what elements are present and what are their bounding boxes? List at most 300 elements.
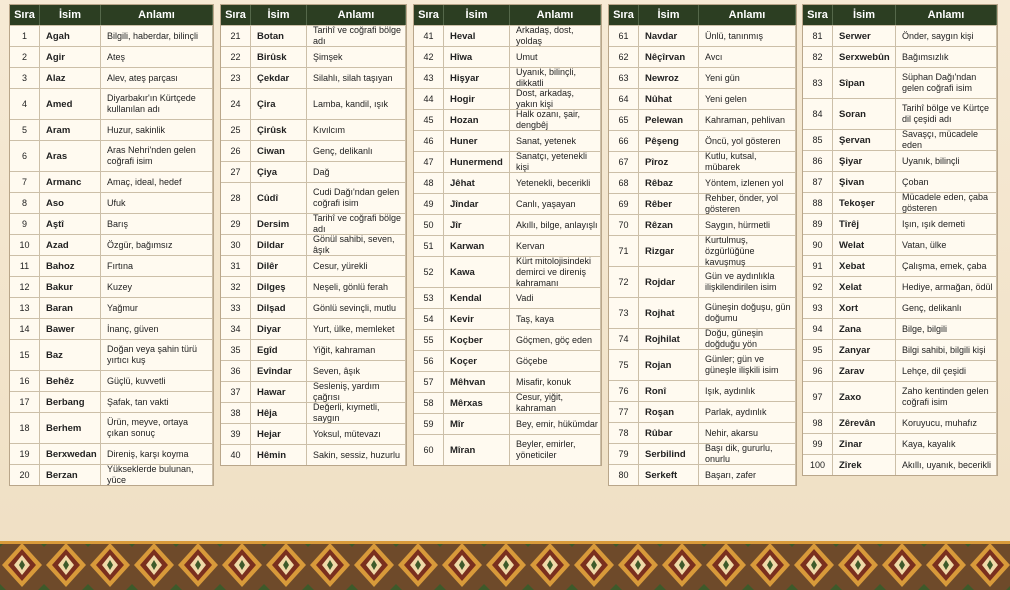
table-row bbox=[414, 25, 601, 46]
row-number: 75 bbox=[609, 350, 639, 380]
meaning-cell: Yiğit, kahraman bbox=[307, 340, 406, 360]
name-cell: Pelewan bbox=[639, 110, 699, 130]
name-cell: Mêrxas bbox=[444, 393, 510, 413]
table-row bbox=[803, 25, 997, 46]
row-number: 49 bbox=[414, 194, 444, 214]
header-meaning: Anlamı bbox=[896, 5, 997, 25]
table-row bbox=[10, 171, 213, 192]
meaning-cell: Zaho kentinden gelen coğrafi isim bbox=[896, 382, 997, 412]
table-row bbox=[221, 119, 406, 140]
row-number: 1 bbox=[10, 26, 40, 46]
name-cell: Kevir bbox=[444, 309, 510, 329]
row-number: 72 bbox=[609, 267, 639, 297]
row-number: 38 bbox=[221, 403, 251, 423]
name-cell: Rojhilat bbox=[639, 329, 699, 349]
table-row bbox=[609, 25, 796, 46]
name-cell: Navdar bbox=[639, 26, 699, 46]
meaning-cell: Kurtulmuş, özgürlüğüne kavuşmuş bbox=[699, 236, 796, 266]
row-number: 3 bbox=[10, 68, 40, 88]
table-row bbox=[414, 172, 601, 193]
name-cell: Bawer bbox=[40, 319, 101, 339]
table-row bbox=[803, 454, 997, 475]
row-number: 63 bbox=[609, 68, 639, 88]
table-row bbox=[221, 255, 406, 276]
row-number: 28 bbox=[221, 183, 251, 213]
meaning-cell: Lamba, kandil, ışık bbox=[307, 89, 406, 119]
row-number: 69 bbox=[609, 194, 639, 214]
row-number: 58 bbox=[414, 393, 444, 413]
name-cell: Pêşeng bbox=[639, 131, 699, 151]
meaning-cell: Güneşin doğuşu, gün doğumu bbox=[699, 298, 796, 328]
meaning-cell: Saygın, hürmetli bbox=[699, 215, 796, 235]
name-cell: Hêja bbox=[251, 403, 307, 423]
row-number: 86 bbox=[803, 151, 833, 171]
name-cell: Rûbar bbox=[639, 423, 699, 443]
meaning-cell: Direniş, karşı koyma bbox=[101, 444, 213, 464]
name-cell: Hunermend bbox=[444, 152, 510, 172]
table-row bbox=[609, 151, 796, 172]
meaning-cell: Bilge, bilgili bbox=[896, 319, 997, 339]
meaning-cell: Ufuk bbox=[101, 193, 213, 213]
table-row bbox=[803, 339, 997, 360]
header-no: Sıra bbox=[221, 5, 251, 25]
name-cell: Alaz bbox=[40, 68, 101, 88]
row-number: 71 bbox=[609, 236, 639, 266]
meaning-cell: Süphan Dağı'ndan gelen coğrafi isim bbox=[896, 68, 997, 98]
table-row bbox=[10, 318, 213, 339]
meaning-cell: Yoksul, mütevazı bbox=[307, 424, 406, 444]
row-number: 64 bbox=[609, 89, 639, 109]
row-number: 90 bbox=[803, 235, 833, 255]
row-number: 85 bbox=[803, 130, 833, 150]
row-number: 53 bbox=[414, 288, 444, 308]
name-cell: Diyar bbox=[251, 319, 307, 339]
table-row bbox=[609, 422, 796, 443]
row-number: 2 bbox=[10, 47, 40, 67]
meaning-cell: Başarı, zafer bbox=[699, 465, 796, 485]
name-cell: Kawa bbox=[444, 257, 510, 287]
name-cell: Çekdar bbox=[251, 68, 307, 88]
name-cell: Rojan bbox=[639, 350, 699, 380]
meaning-cell: Amaç, ideal, hedef bbox=[101, 172, 213, 192]
table-row bbox=[414, 46, 601, 67]
table-row bbox=[414, 434, 601, 465]
name-cell: Pîroz bbox=[639, 152, 699, 172]
row-number: 14 bbox=[10, 319, 40, 339]
meaning-cell: Ürün, meyve, ortaya çıkan sonuç bbox=[101, 413, 213, 443]
table-row bbox=[414, 235, 601, 256]
table-row bbox=[221, 297, 406, 318]
row-number: 36 bbox=[221, 361, 251, 381]
row-number: 11 bbox=[10, 256, 40, 276]
meaning-cell: Başı dik, gururlu, onurlu bbox=[699, 444, 796, 464]
row-number: 89 bbox=[803, 214, 833, 234]
table-row bbox=[414, 130, 601, 151]
meaning-cell: Tarihî bölge ve Kürtçe dil çeşidi adı bbox=[896, 99, 997, 129]
table-row bbox=[803, 129, 997, 150]
header-name: İsim bbox=[40, 5, 101, 25]
meaning-cell: Güçlü, kuvvetli bbox=[101, 371, 213, 391]
table-row bbox=[10, 391, 213, 412]
meaning-cell: İnanç, güven bbox=[101, 319, 213, 339]
row-number: 26 bbox=[221, 141, 251, 161]
meaning-cell: Doğu, güneşin doğduğu yön bbox=[699, 329, 796, 349]
table-row bbox=[10, 339, 213, 370]
meaning-cell: Aras Nehri'nden gelen coğrafi isim bbox=[101, 141, 213, 171]
meaning-cell: Koruyucu, muhafız bbox=[896, 413, 997, 433]
table-row bbox=[221, 67, 406, 88]
row-number: 70 bbox=[609, 215, 639, 235]
name-cell: Şiyar bbox=[833, 151, 896, 171]
header-name: İsim bbox=[833, 5, 896, 25]
table-row bbox=[609, 193, 796, 214]
table-row bbox=[414, 88, 601, 109]
table-row bbox=[609, 214, 796, 235]
table-row bbox=[221, 423, 406, 444]
row-number: 20 bbox=[10, 465, 40, 485]
table-row bbox=[10, 234, 213, 255]
name-cell: Serwer bbox=[833, 26, 896, 46]
meaning-cell: Değerli, kıymetli, saygın bbox=[307, 403, 406, 423]
header-no: Sıra bbox=[414, 5, 444, 25]
row-number: 41 bbox=[414, 26, 444, 46]
table-row bbox=[609, 297, 796, 328]
row-number: 96 bbox=[803, 361, 833, 381]
row-number: 9 bbox=[10, 214, 40, 234]
row-number: 59 bbox=[414, 414, 444, 434]
row-number: 43 bbox=[414, 68, 444, 88]
name-cell: Berhem bbox=[40, 413, 101, 443]
table-row bbox=[10, 192, 213, 213]
meaning-cell: Öncü, yol gösteren bbox=[699, 131, 796, 151]
name-cell: Rêbaz bbox=[639, 173, 699, 193]
meaning-cell: Gün ve aydınlıkla ilişkilendirilen isim bbox=[699, 267, 796, 297]
name-cell: Heval bbox=[444, 26, 510, 46]
table-row bbox=[609, 464, 796, 485]
table-row bbox=[609, 172, 796, 193]
meaning-cell: Şimşek bbox=[307, 47, 406, 67]
meaning-cell: Parlak, aydınlık bbox=[699, 402, 796, 422]
meaning-cell: Mücadele eden, çaba gösteren bbox=[896, 193, 997, 213]
row-number: 62 bbox=[609, 47, 639, 67]
table-row bbox=[10, 119, 213, 140]
table-row bbox=[803, 67, 997, 98]
name-cell: Berzan bbox=[40, 465, 101, 485]
name-cell: Hawar bbox=[251, 382, 307, 402]
row-number: 65 bbox=[609, 110, 639, 130]
table-row bbox=[803, 276, 997, 297]
table-row bbox=[221, 46, 406, 67]
table-row bbox=[414, 413, 601, 434]
table-row bbox=[803, 234, 997, 255]
meaning-cell: Rehber, önder, yol gösteren bbox=[699, 194, 796, 214]
row-number: 83 bbox=[803, 68, 833, 98]
table-row bbox=[414, 256, 601, 287]
row-number: 10 bbox=[10, 235, 40, 255]
table-row bbox=[609, 46, 796, 67]
meaning-cell: Tarihî ve coğrafi bölge adı bbox=[307, 26, 406, 46]
name-cell: Serkeft bbox=[639, 465, 699, 485]
name-cell: Zêrevân bbox=[833, 413, 896, 433]
name-cell: Koçer bbox=[444, 351, 510, 371]
name-cell: Dilgeş bbox=[251, 277, 307, 297]
meaning-cell: Yetenekli, becerikli bbox=[510, 173, 601, 193]
meaning-cell: Akıllı, bilge, anlayışlı bbox=[510, 215, 601, 235]
row-number: 57 bbox=[414, 372, 444, 392]
name-cell: Dildar bbox=[251, 235, 307, 255]
table-row bbox=[803, 98, 997, 129]
meaning-cell: Kürt mitolojisindeki demirci ve direniş kahramanı bbox=[510, 257, 601, 287]
row-number: 92 bbox=[803, 277, 833, 297]
name-cell: Armanc bbox=[40, 172, 101, 192]
name-cell: Birûsk bbox=[251, 47, 307, 67]
table-row bbox=[803, 412, 997, 433]
row-number: 95 bbox=[803, 340, 833, 360]
meaning-cell: Halk ozanı, şair, dengbêj bbox=[510, 110, 601, 130]
meaning-cell: Bilgili, haberdar, bilinçli bbox=[101, 26, 213, 46]
meaning-cell: Silahlı, silah taşıyan bbox=[307, 68, 406, 88]
meaning-cell: Cesur, yiğit, kahraman bbox=[510, 393, 601, 413]
table-row bbox=[221, 444, 406, 465]
table-row bbox=[221, 25, 406, 46]
row-number: 67 bbox=[609, 152, 639, 172]
name-cell: Hêmin bbox=[251, 445, 307, 465]
meaning-cell: Arkadaş, dost, yoldaş bbox=[510, 26, 601, 46]
row-number: 93 bbox=[803, 298, 833, 318]
meaning-cell: Dost, arkadaş, yakın kişi bbox=[510, 89, 601, 109]
row-number: 47 bbox=[414, 152, 444, 172]
meaning-cell: Yağmur bbox=[101, 298, 213, 318]
row-number: 19 bbox=[10, 444, 40, 464]
table-row bbox=[609, 328, 796, 349]
name-cell: Hozan bbox=[444, 110, 510, 130]
meaning-cell: Yeni gün bbox=[699, 68, 796, 88]
meaning-cell: Savaşçı, mücadele eden bbox=[896, 130, 997, 150]
meaning-cell: Misafir, konuk bbox=[510, 372, 601, 392]
name-cell: Mêhvan bbox=[444, 372, 510, 392]
table-row bbox=[221, 161, 406, 182]
meaning-cell: Özgür, bağımsız bbox=[101, 235, 213, 255]
name-cell: Hejar bbox=[251, 424, 307, 444]
name-cell: Hogir bbox=[444, 89, 510, 109]
meaning-cell: Neşeli, gönlü ferah bbox=[307, 277, 406, 297]
row-number: 78 bbox=[609, 423, 639, 443]
row-number: 31 bbox=[221, 256, 251, 276]
table-row bbox=[414, 308, 601, 329]
meaning-cell: Gönül sahibi, seven, âşık bbox=[307, 235, 406, 255]
row-number: 82 bbox=[803, 47, 833, 67]
row-number: 60 bbox=[414, 435, 444, 465]
table-row bbox=[10, 88, 213, 119]
row-number: 15 bbox=[10, 340, 40, 370]
meaning-cell: Barış bbox=[101, 214, 213, 234]
table-row bbox=[221, 360, 406, 381]
header-no: Sıra bbox=[10, 5, 40, 25]
meaning-cell: Yöntem, izlenen yol bbox=[699, 173, 796, 193]
table-row bbox=[221, 234, 406, 255]
meaning-cell: Sakin, sessiz, huzurlu bbox=[307, 445, 406, 465]
meaning-cell: Akıllı, uyanık, becerikli bbox=[896, 455, 997, 475]
meaning-cell: Göçmen, göç eden bbox=[510, 330, 601, 350]
header-meaning: Anlamı bbox=[307, 5, 406, 25]
row-number: 34 bbox=[221, 319, 251, 339]
name-cell: Kendal bbox=[444, 288, 510, 308]
table-row bbox=[803, 360, 997, 381]
meaning-cell: Ateş bbox=[101, 47, 213, 67]
table-row bbox=[221, 88, 406, 119]
row-number: 46 bbox=[414, 131, 444, 151]
table-row bbox=[609, 266, 796, 297]
name-cell: Nêçîrvan bbox=[639, 47, 699, 67]
name-cell: Dilşad bbox=[251, 298, 307, 318]
meaning-cell: Alev, ateş parçası bbox=[101, 68, 213, 88]
table-row bbox=[10, 464, 213, 485]
name-cell: Tekoşer bbox=[833, 193, 896, 213]
meaning-cell: Umut bbox=[510, 47, 601, 67]
row-number: 4 bbox=[10, 89, 40, 119]
row-number: 87 bbox=[803, 172, 833, 192]
kilim-pattern bbox=[0, 541, 1010, 590]
header-name: İsim bbox=[639, 5, 699, 25]
meaning-cell: Sesleniş, yardım çağrısı bbox=[307, 382, 406, 402]
meaning-cell: Işın, ışık demeti bbox=[896, 214, 997, 234]
meaning-cell: Önder, saygın kişi bbox=[896, 26, 997, 46]
meaning-cell: Huzur, sakinlik bbox=[101, 120, 213, 140]
table-row bbox=[609, 88, 796, 109]
row-number: 61 bbox=[609, 26, 639, 46]
table-row bbox=[221, 339, 406, 360]
meaning-cell: Kuzey bbox=[101, 277, 213, 297]
row-number: 21 bbox=[221, 26, 251, 46]
name-cell: Aras bbox=[40, 141, 101, 171]
name-cell: Nûhat bbox=[639, 89, 699, 109]
table-row bbox=[803, 213, 997, 234]
table-row bbox=[10, 140, 213, 171]
row-number: 48 bbox=[414, 173, 444, 193]
name-cell: Tîrêj bbox=[833, 214, 896, 234]
table-header bbox=[10, 5, 213, 25]
row-number: 66 bbox=[609, 131, 639, 151]
name-cell: Sîpan bbox=[833, 68, 896, 98]
meaning-cell: Işık, aydınlık bbox=[699, 381, 796, 401]
name-cell: Agir bbox=[40, 47, 101, 67]
meaning-cell: Bey, emir, hükümdar bbox=[510, 414, 601, 434]
meaning-cell: Yükseklerde bulunan, yüce bbox=[101, 465, 213, 485]
row-number: 13 bbox=[10, 298, 40, 318]
header-meaning: Anlamı bbox=[510, 5, 601, 25]
name-cell: Jîndar bbox=[444, 194, 510, 214]
name-cell: Serbilind bbox=[639, 444, 699, 464]
table-row bbox=[414, 67, 601, 88]
row-number: 37 bbox=[221, 382, 251, 402]
meaning-cell: Tarihî ve coğrafi bölge adı bbox=[307, 214, 406, 234]
row-number: 7 bbox=[10, 172, 40, 192]
table-row bbox=[803, 255, 997, 276]
table-row bbox=[414, 371, 601, 392]
name-cell: Baran bbox=[40, 298, 101, 318]
name-cell: Şivan bbox=[833, 172, 896, 192]
meaning-cell: Cudi Dağı'ndan gelen coğrafi isim bbox=[307, 183, 406, 213]
name-cell: Evîndar bbox=[251, 361, 307, 381]
row-number: 40 bbox=[221, 445, 251, 465]
row-number: 80 bbox=[609, 465, 639, 485]
meaning-cell: Genç, delikanlı bbox=[896, 298, 997, 318]
name-cell: Xort bbox=[833, 298, 896, 318]
name-cell: Hîwa bbox=[444, 47, 510, 67]
name-cell: Welat bbox=[833, 235, 896, 255]
name-cell: Aştî bbox=[40, 214, 101, 234]
name-cell: Agah bbox=[40, 26, 101, 46]
table-header bbox=[803, 5, 997, 25]
row-number: 8 bbox=[10, 193, 40, 213]
header-no: Sıra bbox=[609, 5, 639, 25]
name-cell: Zana bbox=[833, 319, 896, 339]
meaning-cell: Uyanık, bilinçli bbox=[896, 151, 997, 171]
name-cell: Mîran bbox=[444, 435, 510, 465]
row-number: 6 bbox=[10, 141, 40, 171]
meaning-cell: Nehir, akarsu bbox=[699, 423, 796, 443]
name-cell: Xelat bbox=[833, 277, 896, 297]
name-cell: Şervan bbox=[833, 130, 896, 150]
row-number: 68 bbox=[609, 173, 639, 193]
name-cell: Aso bbox=[40, 193, 101, 213]
name-cell: Roşan bbox=[639, 402, 699, 422]
name-cell: Rêzan bbox=[639, 215, 699, 235]
name-cell: Egîd bbox=[251, 340, 307, 360]
meaning-cell: Sanatçı, yetenekli kişi bbox=[510, 152, 601, 172]
meaning-cell: Çalışma, emek, çaba bbox=[896, 256, 997, 276]
table-row bbox=[10, 370, 213, 391]
name-cell: Hişyar bbox=[444, 68, 510, 88]
name-cell: Azad bbox=[40, 235, 101, 255]
row-number: 27 bbox=[221, 162, 251, 182]
name-cell: Berbang bbox=[40, 392, 101, 412]
row-number: 30 bbox=[221, 235, 251, 255]
table-row bbox=[803, 433, 997, 454]
meaning-cell: Kahraman, pehlivan bbox=[699, 110, 796, 130]
name-cell: Koçber bbox=[444, 330, 510, 350]
table-row bbox=[221, 402, 406, 423]
names-table-4 bbox=[608, 4, 797, 486]
name-cell: Serxwebûn bbox=[833, 47, 896, 67]
meaning-cell: Dağ bbox=[307, 162, 406, 182]
table-row bbox=[221, 213, 406, 234]
row-number: 42 bbox=[414, 47, 444, 67]
table-row bbox=[221, 381, 406, 402]
name-cell: Berxwedan bbox=[40, 444, 101, 464]
table-header bbox=[221, 5, 406, 25]
names-table-1 bbox=[9, 4, 214, 486]
meaning-cell: Canlı, yaşayan bbox=[510, 194, 601, 214]
meaning-cell: Hediye, armağan, ödül bbox=[896, 277, 997, 297]
table-row bbox=[803, 297, 997, 318]
names-table-3 bbox=[413, 4, 602, 466]
table-header bbox=[609, 5, 796, 25]
table-row bbox=[803, 192, 997, 213]
name-cell: Behêz bbox=[40, 371, 101, 391]
row-number: 17 bbox=[10, 392, 40, 412]
row-number: 33 bbox=[221, 298, 251, 318]
table-row bbox=[414, 287, 601, 308]
name-cell: Ronî bbox=[639, 381, 699, 401]
name-cell: Çirûsk bbox=[251, 120, 307, 140]
row-number: 79 bbox=[609, 444, 639, 464]
row-number: 77 bbox=[609, 402, 639, 422]
row-number: 91 bbox=[803, 256, 833, 276]
table-row bbox=[10, 443, 213, 464]
meaning-cell: Yurt, ülke, memleket bbox=[307, 319, 406, 339]
row-number: 51 bbox=[414, 236, 444, 256]
